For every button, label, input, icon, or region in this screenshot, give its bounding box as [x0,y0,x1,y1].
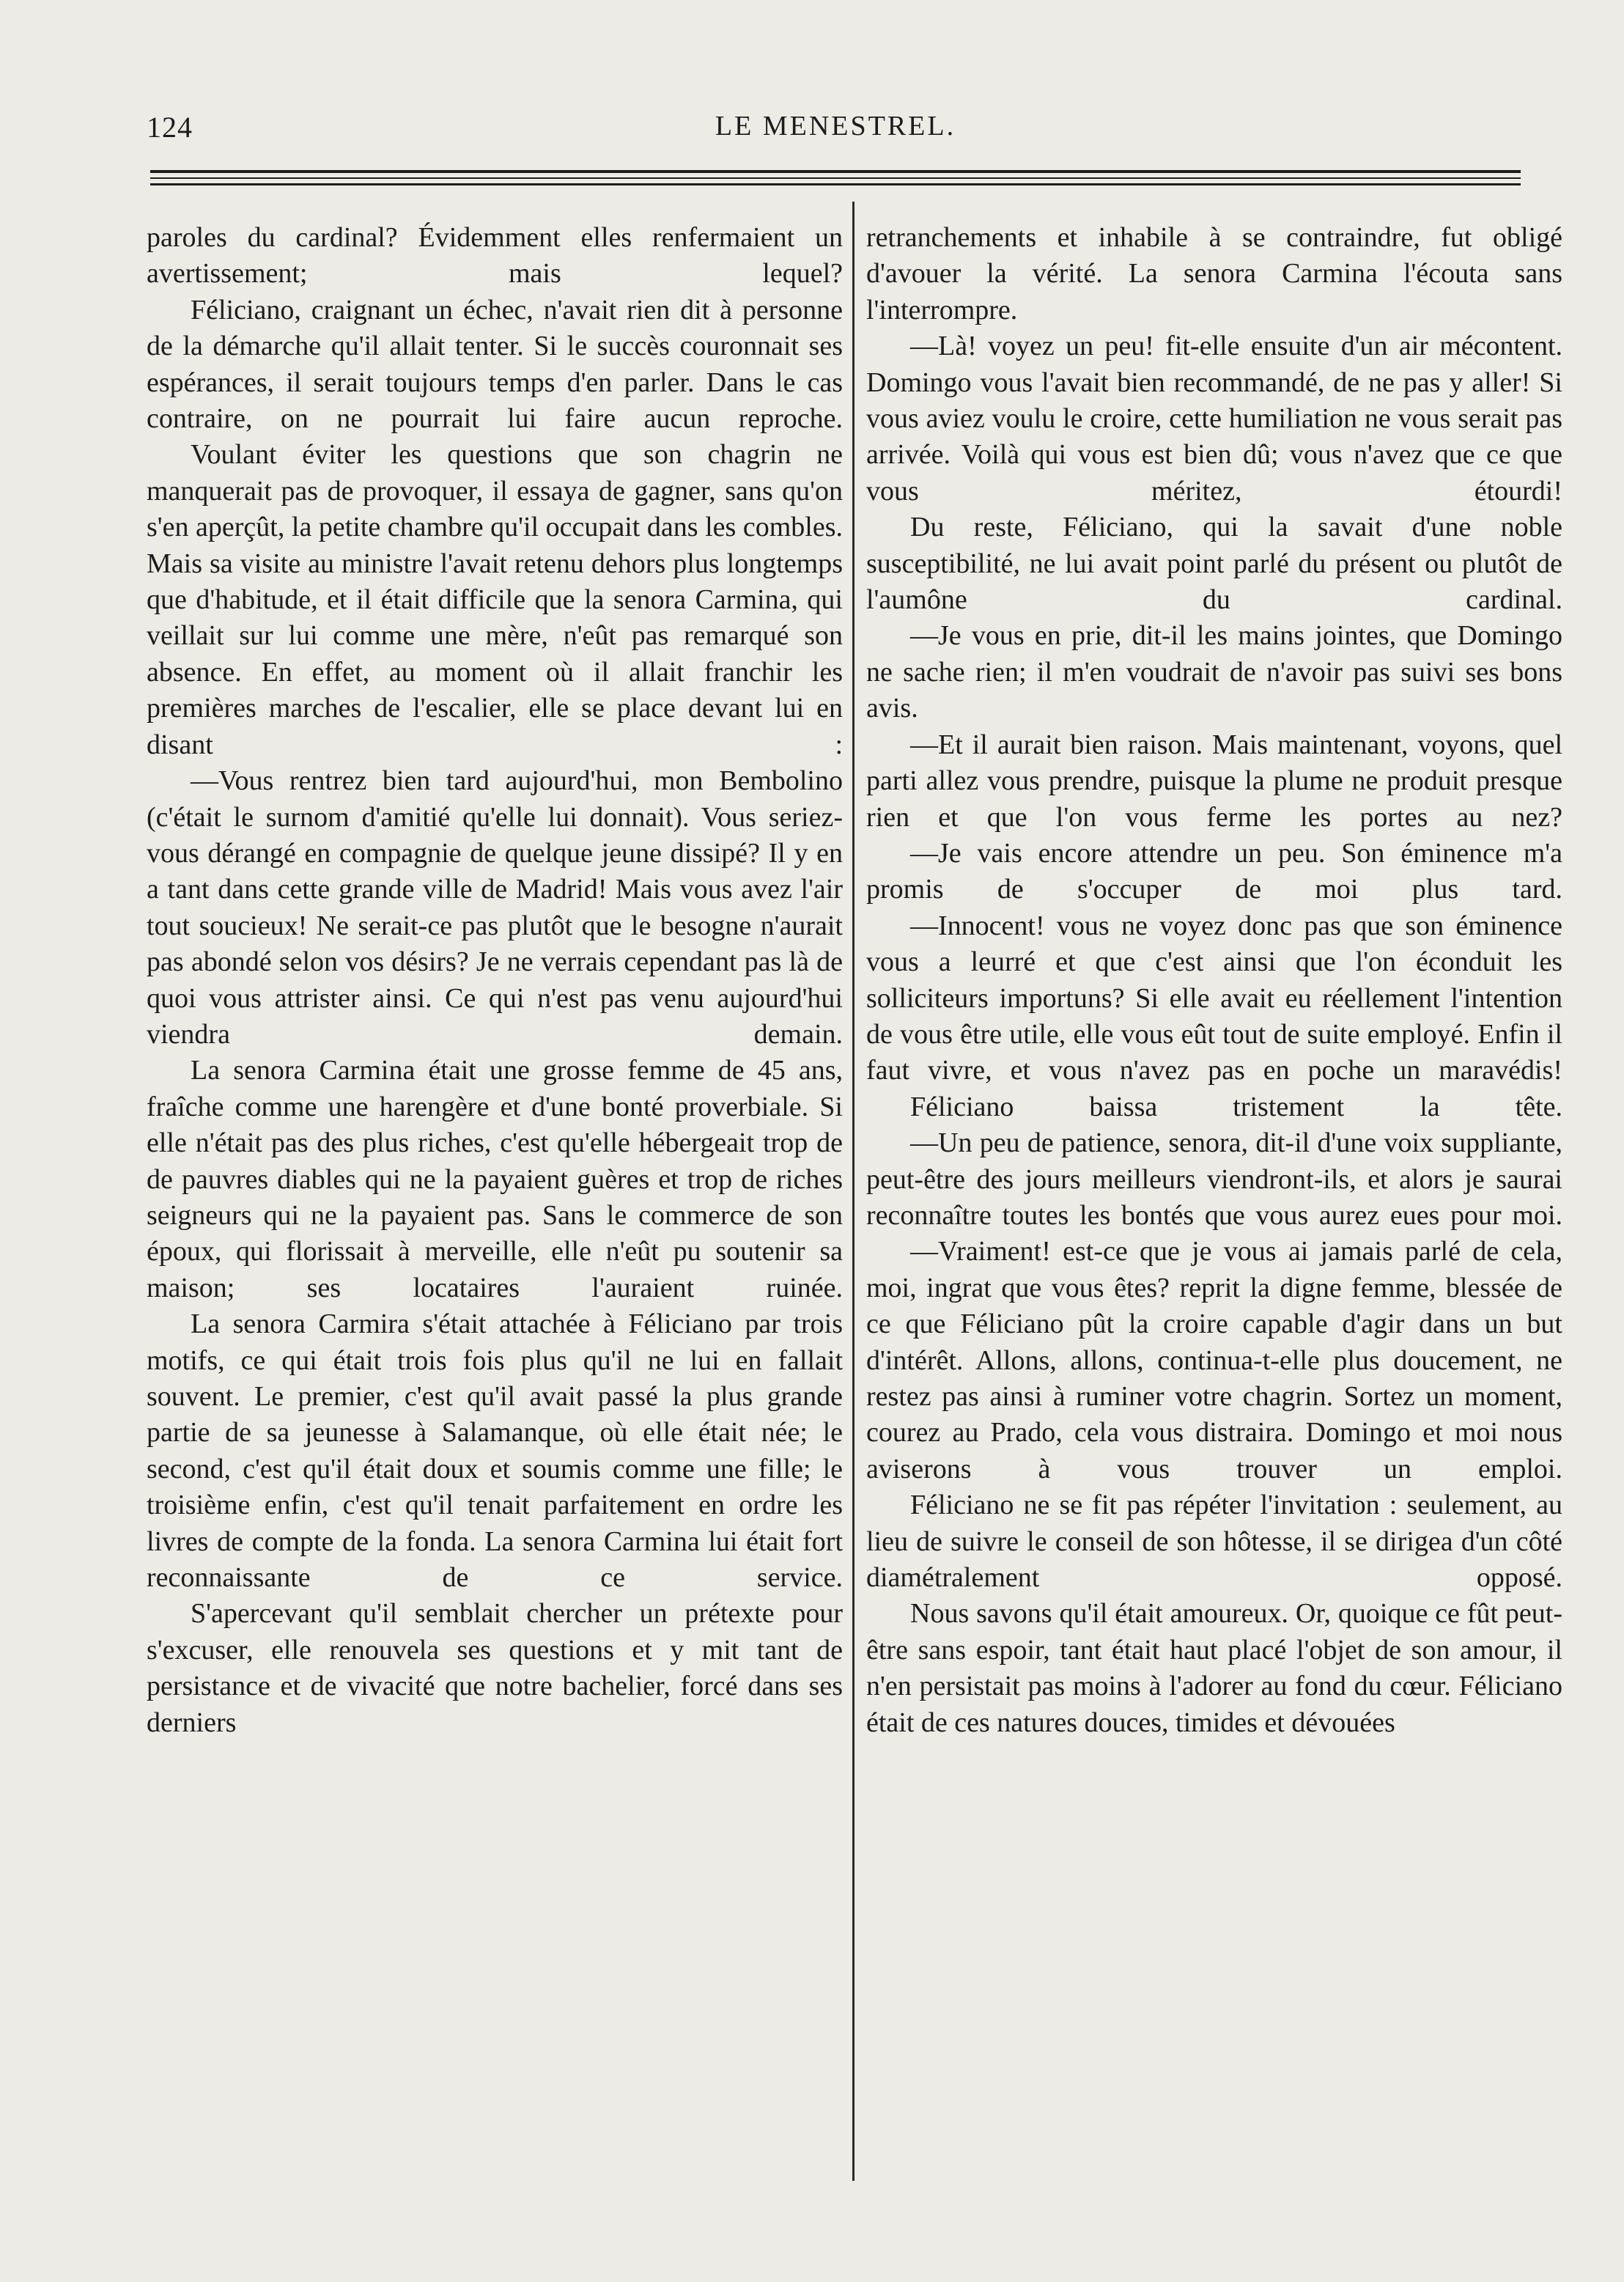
paragraph: Féliciano, craignant un échec, n'avait rien dit à personne de la démarche qu'il allait tenter. Si le succès couronnait ses espérances, il serait toujours temps d'en parler. Dans le cas contraire, on ne pourrait lui faire aucun reproche. [147,294,843,435]
header-rule-middle [150,177,1521,179]
paragraph: —Un peu de patience, senora, dit-il d'une voix suppliante, peut-être des jours meilleurs viendront-ils, et alors je saurai reconnaître toutes les bontés que vous aurez eues pour moi. [866,1127,1562,1231]
paragraph: Voulant éviter les questions que son chagrin ne manquerait pas de provoquer, il essaya de gagner, sans qu'on s'en aperçût, la petite chambre qu'il occupait dans les combles. Mais sa visite au ministre l'avait retenu dehors plus longtemps que d'habitude, et il était difficile que la senora Carmina, qui veillait sur lui comme une mère, n'eût pas remarqué son absence. En effet, au moment où il allait franchir les premières marches de l'escalier, elle se place devant lui en disant : [147,439,843,760]
paragraph: —Vous rentrez bien tard aujourd'hui, mon Bembolino (c'était le surnom d'amitié qu'elle lui donnait). Vous seriez-vous dérangé en compagnie de quelque jeune dissipé? Il y en a tant dans cette grande ville de Madrid! Mais vous avez l'air tout soucieux! Ne serait-ce pas plutôt que le besogne n'aurait pas abondé selon vos désirs? Je ne verrais cependant pas là de quoi vous attrister ainsi. Ce qui n'est pas venu aujourd'hui viendra demain. [147,765,843,1050]
column-divider [852,202,855,2181]
page-number: 124 [147,111,193,144]
paragraph: —Vraiment! est-ce que je vous ai jamais parlé de cela, moi, ingrat que vous êtes? reprit la digne femme, blessée de ce que Féliciano pût la croire capable d'agir dans un but d'intérêt. Allons, allons, continua-t-elle plus doucement, ne restez pas ainsi à ruminer votre chagrin. Sortez un moment, courez au Prado, cela vous distraira. Domingo et moi nous aviserons à vous trouver un emploi. [866,1236,1562,1484]
paragraph: —Et il aurait bien raison. Mais maintenant, voyons, quel parti allez vous prendre, puisque la plume ne produit presque rien et que l'on vous ferme les portes au nez? [866,729,1562,833]
paragraph: La senora Carmina était une grosse femme de 45 ans, fraîche comme une harengère et d'une bonté proverbiale. Si elle n'était pas des plus riches, c'est qu'elle hébergeait trop de de pauvres diables qui ne la payaient guères et trop de riches seigneurs qui ne la payaient pas. Sans le commerce de son époux, qui florissait à merveille, elle n'eût pu soutenir sa maison; ses locataires l'auraient ruinée. [147,1055,843,1303]
paragraph: Du reste, Féliciano, qui la savait d'une noble susceptibilité, ne lui avait point parlé du présent ou plutôt de l'aumône du cardinal. [866,512,1562,616]
paragraph: paroles du cardinal? Évidemment elles renfermaient un avertissement; mais lequel? [147,222,843,290]
paragraph: Féliciano baissa tristement la tête. [910,1091,1562,1122]
paragraph: —Je vais encore attendre un peu. Son éminence m'a promis de s'occuper de moi plus tard. [866,837,1562,905]
paragraph: S'apercevant qu'il semblait chercher un prétexte pour s'excuser, elle renouvela ses questions et y mit tant de persistance et de vivacité que notre bachelier, forcé dans ses derniers [147,1598,843,1738]
header-rule-top [150,170,1521,173]
journal-title: LE MENESTREL. [715,111,956,141]
paragraph: —Innocent! vous ne voyez donc pas que son éminence vous a leurré et que c'est ainsi que l'on éconduit les solliciteurs importuns? Si elle avait eu réellement l'intention de vous être utile, elle vous eût tout de suite employé. Enfin il faut vivre, et vous n'avez pas en poche un maravédis! [866,910,1562,1086]
paragraph: —Là! voyez un peu! fit-elle ensuite d'un air mécontent. Domingo vous l'avait bien recommandé, de ne pas y aller! Si vous aviez voulu le croire, cette humiliation ne vous serait pas arrivée. Voilà qui vous est bien dû; vous n'avez que ce que vous méritez, étourdi! [866,331,1562,507]
left-column [147,220,843,1741]
paragraph: Nous savons qu'il était amoureux. Or, quoique ce fût peut-être sans espoir, tant était haut placé l'objet de son amour, il n'en persistait pas moins à l'adorer au fond du cœur. Féliciano était de ces natures douces, timides et dévouées [866,1598,1562,1738]
right-column [866,220,1562,1741]
paragraph: retranchements et inhabile à se contraindre, fut obligé d'avouer la vérité. La senora Carmina l'écouta sans l'interrompre. [866,222,1562,325]
header-rule-bottom [150,183,1521,185]
paragraph: Féliciano ne se fit pas répéter l'invitation : seulement, au lieu de suivre le conseil de son hôtesse, il se dirigea d'un côté diamétralement opposé. [866,1490,1562,1594]
paragraph: La senora Carmira s'était attachée à Féliciano par trois motifs, ce qui était trois fois plus qu'il ne lui en fallait souvent. Le premier, c'est qu'il avait passé la plus grande partie de sa jeunesse à Salamanque, où elle était née; le second, c'est qu'il était doux et soumis comme une fille; le troisième enfin, c'est qu'il tenait parfaitement en ordre les livres de compte de la fonda. La senora Carmina lui était fort reconnaissante de ce service. [147,1309,843,1594]
page-header [147,110,1524,147]
paragraph: —Je vous en prie, dit-il les mains jointes, que Domingo ne sache rien; il m'en voudrait de n'avoir pas suivi ses bons avis. [866,620,1562,724]
